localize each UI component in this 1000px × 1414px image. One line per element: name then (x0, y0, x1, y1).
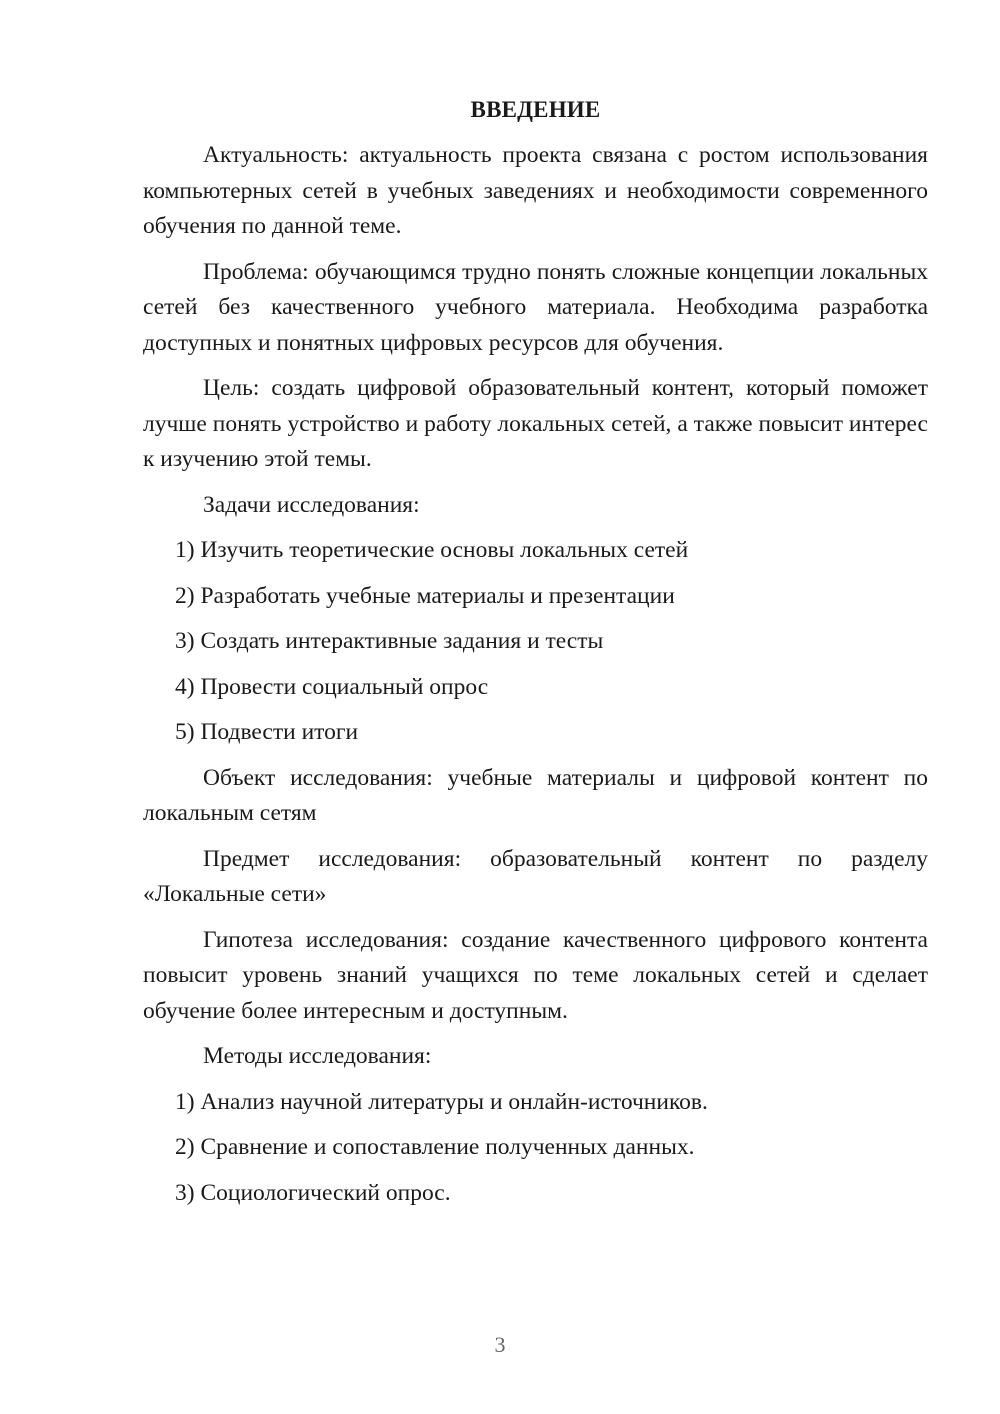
subject-paragraph: Предмет исследования: образовательный контент по разделу «Локальные сети» (143, 845, 928, 907)
task-item: 2) Разработать учебные материалы и презентации (175, 582, 675, 609)
page-number: 3 (494, 1332, 506, 1357)
hypothesis-paragraph: Гипотеза исследования: создание качественного цифрового контента повысит уровень знаний учащихся по теме локальных сетей и сделает обучение более интересным и доступным. (143, 926, 928, 1024)
methods-list (143, 1085, 928, 1212)
goal-paragraph: Цель: создать цифровой образовательный контент, который поможет лучше понять устройство и работу локальных сетей, а также повысит интерес к изучению этой темы. (143, 375, 928, 472)
tasks-heading: Задачи исследования: (203, 491, 420, 518)
problem-paragraph: Проблема: обучающимся трудно понять сложные концепции локальных сетей без качественного учебного материала. Необходима разработка доступных и понятных цифровых ресурсов для обучения. (143, 258, 928, 356)
task-item: 1) Изучить теоретические основы локальных сетей (175, 537, 689, 563)
method-item: 2) Сравнение и сопоставление полученных данных. (175, 1134, 695, 1160)
task-item: 3) Создать интерактивные задания и тесты (175, 628, 604, 654)
method-item: 3) Социологический опрос. (175, 1179, 451, 1206)
tasks-list (143, 533, 928, 751)
object-paragraph: Объект исследования: учебные материалы и цифровой контент по локальным сетям (143, 764, 928, 826)
task-item: 5) Подвести итоги (175, 719, 359, 745)
method-item: 1) Анализ научной литературы и онлайн-источников. (175, 1088, 708, 1115)
methods-heading: Методы исследования: (203, 1043, 432, 1069)
section-title: ВВЕДЕНИЕ (470, 97, 601, 122)
task-item: 4) Провести социальный опрос (175, 673, 489, 700)
document-body (143, 94, 928, 1221)
relevance-paragraph: Актуальность: актуальность проекта связана с ростом использования компьютерных сетей в учебных заведениях и необходимости современного обучения по данной теме. (143, 142, 928, 239)
